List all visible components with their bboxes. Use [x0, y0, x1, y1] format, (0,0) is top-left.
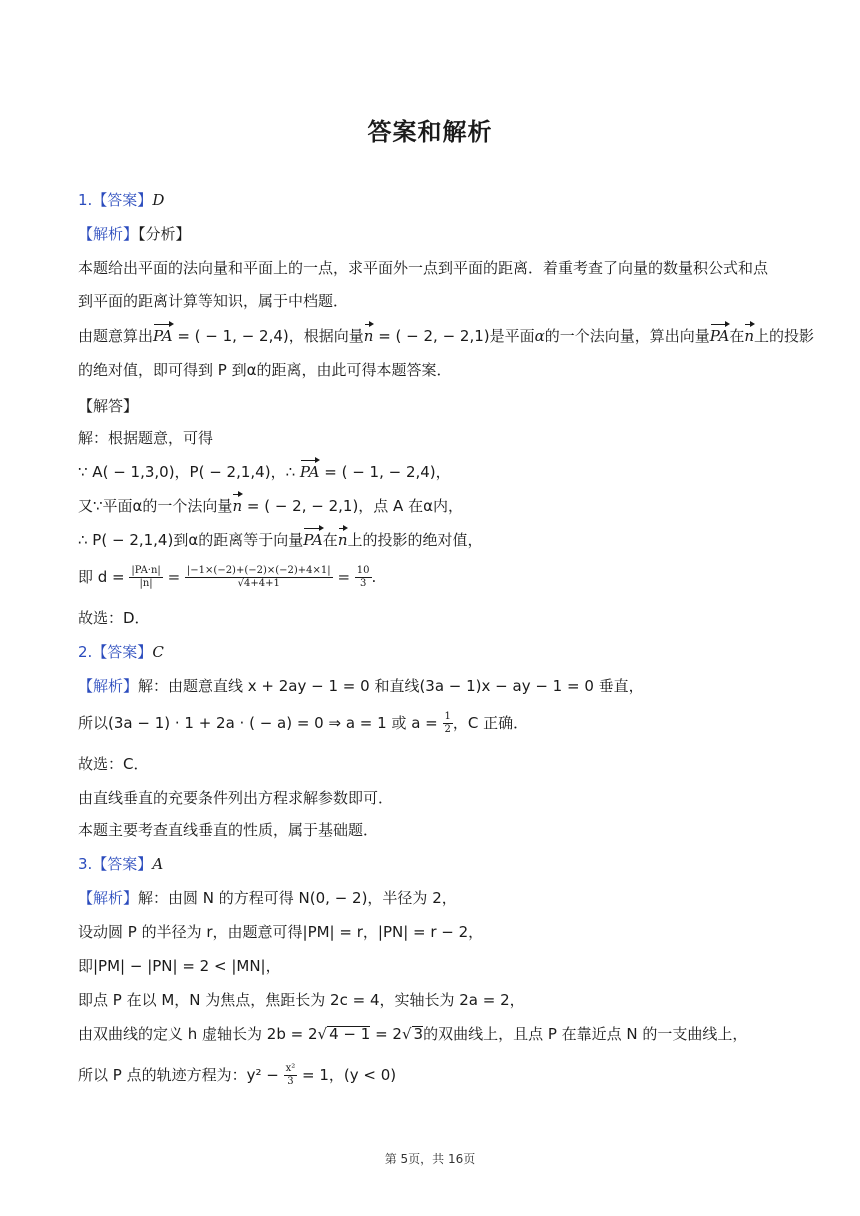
q3-answer-line: [78, 854, 788, 874]
vector-n: n: [744, 327, 755, 345]
page-footer: 第 5页，共 16页: [384, 1152, 476, 1166]
q1-text7: [78, 496, 788, 516]
x2-numerator: x²: [285, 1063, 296, 1074]
vector-PA: PA: [153, 327, 173, 345]
q1-text3f: 上的投影: [754, 327, 815, 345]
q1-text3b: = ( − 1, − 2,4)，根据向量: [172, 327, 364, 345]
vector-n: n: [363, 327, 374, 345]
fraction-result: [355, 565, 372, 590]
q1-text5: 解：根据题意，可得: [78, 429, 214, 447]
alpha-symbol: α: [534, 327, 545, 345]
q3-text6: [78, 1060, 788, 1090]
fraction-dot-over-norm: [129, 565, 162, 590]
q3-text1-line: [78, 888, 788, 908]
q1-fenxi-tag: 【分析】: [138, 225, 191, 243]
q1-analysis-tag: 【解析】: [78, 225, 139, 243]
q2-text5: 本题主要考查直线垂直的性质，属于基础题．: [78, 821, 379, 839]
page-title: 答案和解析: [367, 118, 493, 146]
q1-text8c: 上的投影的绝对值，: [347, 531, 483, 549]
sqrt-3: 3: [413, 1025, 424, 1043]
q3-answer-value: A: [152, 855, 164, 873]
q1-text3a: 由题意算出: [78, 327, 154, 345]
q3-text6a: 所以 P 点的轨迹方程为：y² −: [78, 1066, 284, 1084]
q2-answer-value: C: [152, 643, 164, 661]
q1-analysis-tags: [78, 224, 788, 244]
q3-text5: 由双曲线的定义 h 虚轴长为 2b = 2√ 4 − 1 = 2√ 3的双曲线上，且点 P 在靠近点 N 的一支曲线上，: [78, 1025, 748, 1043]
fraction-one-half: [443, 711, 453, 736]
q2-text1: 解：由题意直线 x + 2ay − 1 = 0 和直线(3a − 1)x − ay − 1 = 0 垂直，: [138, 677, 644, 695]
q3-analysis-tag: 【解析】: [78, 889, 139, 907]
q1-text8: [78, 530, 788, 550]
q3-answer-prefix: 3.【答案】: [78, 855, 153, 873]
q1-text3d: 的一个法向量，算出向量: [544, 327, 710, 345]
three-denominator: 3: [287, 1076, 294, 1087]
vector-PA: PA: [303, 531, 323, 549]
q2-analysis-tag: 【解析】: [78, 677, 139, 695]
q3-text2: 设动圆 P 的半径为 r，由题意可得|PM| = r，|PN| = r − 2，: [78, 923, 484, 941]
sqrt-4-minus-1: 4 − 1: [329, 1025, 371, 1043]
q2-text2: [78, 708, 788, 738]
q1-jieda-tag: 【解答】: [78, 397, 139, 415]
vector-n: n: [337, 531, 348, 549]
q1-text6b: = ( − 1, − 2,4)，: [319, 463, 451, 481]
frac2-numerator: |−1×(−2)+(−2)×(−2)+4×1|: [186, 565, 331, 576]
frac3-denominator: 3: [359, 578, 367, 589]
q1-text6: [78, 462, 788, 482]
q2-text2a: 所以(3a − 1) · 1 + 2a · ( − a) = 0 ⇒ a = 1 或 a =: [78, 714, 443, 732]
frac3-numerator: 10: [356, 565, 370, 576]
q1-text10: 故选：D．: [78, 609, 150, 627]
frac1-denominator: |n|: [139, 578, 153, 589]
q2-answer-prefix: 2.【答案】: [78, 643, 153, 661]
q1-text3: [78, 326, 815, 346]
q2-text4: 由直线垂直的充要条件列出方程求解参数即可．: [78, 789, 394, 807]
frac2-denominator: √4+4+1: [237, 578, 280, 589]
q3-text4: 即点 P 在以 M，N 为焦点，焦距长为 2c = 4，实轴长为 2a = 2，: [78, 991, 525, 1009]
q1-text2: 到平面的距离计算等知识，属于中档题．: [78, 292, 349, 310]
q3-text5a: 由双曲线的定义 h 虚轴长为 2b = 2: [78, 1025, 318, 1043]
q3-text1: 解：由圆 N 的方程可得 N(0, − 2)，半径为 2，: [138, 889, 457, 907]
q1-text8b: 在: [322, 531, 338, 549]
q3-text3: 即|PM| − |PN| = 2 < |MN|，: [78, 957, 281, 975]
q1-distance-formula: 即 d = $\frac{|PA\cdot n|}{|n|}$ = $\frac{|-1\times(-2)+(-2)\times(-2)+4\times 1|}{√4+4+1}$ = $\frac{10}{3}$ .: [78, 565, 377, 589]
q1-text3e: 在: [729, 327, 745, 345]
fraction-computation: [185, 565, 333, 590]
q1-text3c: = ( − 2, − 2,1)是平面: [373, 327, 535, 345]
q2-text2b: ，C 正确．: [452, 714, 529, 732]
frac1-numerator: |PA·n|: [131, 565, 161, 576]
q1-text6a: ∵ A( − 1,3,0)，P( − 2,1,4)，∴: [78, 463, 296, 481]
q1-answer-line: [78, 190, 788, 210]
q1-text9a: 即 d =: [78, 568, 130, 586]
q1-answer-value: D: [152, 191, 165, 209]
q3-text6b: = 1，(y < 0): [297, 1066, 397, 1084]
half-denominator: 2: [444, 724, 451, 735]
q2-answer-line: [78, 642, 788, 662]
half-numerator: 1: [444, 711, 451, 722]
q3-text5c: 的双曲线上，且点 P 在靠近点 N 的一支曲线上，: [423, 1025, 748, 1043]
q1-text7b: = ( − 2, − 2,1)，点 A 在α内，: [242, 497, 463, 515]
q1-text7a: 又∵平面α的一个法向量: [78, 497, 233, 515]
q1-text4: 的绝对值，即可得到 P 到α的距离，由此可得本题答案．: [78, 361, 452, 379]
vector-PA: PA: [299, 463, 320, 481]
q3-text5b: = 2: [370, 1025, 402, 1043]
q1-text8a: ∴ P( − 2,1,4)到α的距离等于向量: [78, 531, 304, 549]
q2-text1-line: [78, 676, 788, 696]
q2-text3: 故选：C．: [78, 755, 149, 773]
q1-text1: 本题给出平面的法向量和平面上的一点，求平面外一点到平面的距离．着重考查了向量的数量积公式和点: [78, 259, 769, 277]
vector-PA: PA: [709, 327, 730, 345]
q1-answer-prefix: 1.【答案】: [78, 191, 153, 209]
vector-n: n: [232, 497, 243, 515]
fraction-x2-over-3: [284, 1063, 298, 1088]
